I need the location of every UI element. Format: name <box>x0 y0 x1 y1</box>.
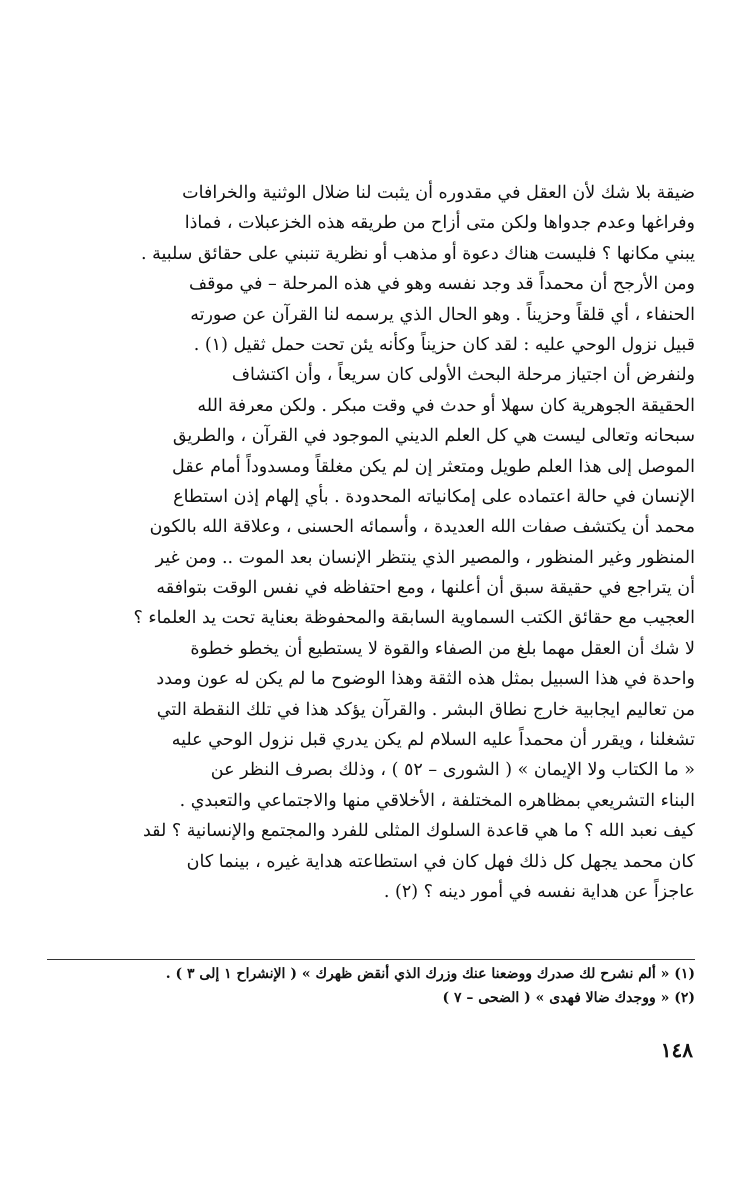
text-line: البناء التشريعي بمظاهره المختلفة ، الأخلاقي منها والاجتماعي والتعبدي . <box>179 790 695 811</box>
text-line: ولنفرض أن اجتياز مرحلة البحث الأولى كان سريعاً ، وأن اكتشاف <box>231 365 695 386</box>
footnote-divider <box>47 959 695 960</box>
text-line: من تعاليم ايجابية خارج نطاق البشر . والقرآن يؤكد هذا في تلك النقطة التي <box>156 699 695 720</box>
text-line: يبني مكانها ؟ فليست هناك دعوة أو مذهب أو نظرية تنبني على حقائق سلبية . <box>140 243 695 264</box>
body-text <box>47 178 695 907</box>
text-line: الإنسان في حالة اعتماده على إمكانياته المحدودة . بأي إلهام إذن استطاع <box>173 486 695 507</box>
text-line: الحقيقة الجوهرية كان سهلا أو حدث في وقت مبكر . ولكن معرفة الله <box>197 395 695 416</box>
text-line: سبحانه وتعالى ليست هي كل العلم الديني الموجود في القرآن ، والطريق <box>172 426 695 447</box>
text-line: قبيل نزول الوحي عليه : لقد كان حزيناً وكأنه يئن تحت حمل ثقيل (١) . <box>193 334 695 355</box>
footnote-item: (١) « ألم نشرح لك صدرك ووضعنا عنك وزرك الذي أنقض ظهرك » ( الإنشراح ١ إلى ٣ ) . <box>165 966 695 982</box>
text-line: محمد أن يكتشف صفات الله العديدة ، وأسمائه الحسنى ، وعلاقة الله بالكون <box>149 517 695 538</box>
text-line: أن يتراجع في حقيقة سبق أن أعلنها ، ومع احتفاظه في نفس الوقت بتوافقه <box>156 578 695 599</box>
text-line: لا شك أن العقل مهما بلغ من الصفاء والقوة لا يستطيع أن يخطو خطوة <box>190 638 695 659</box>
text-line: واحدة في هذا السبيل بمثل هذه الثقة وهذا الوضوح ما لم يكن له عون ومدد <box>156 669 695 690</box>
page-number: ١٤٨ <box>660 1038 693 1062</box>
text-line: الموصل إلى هذا العلم طويل ومتعثر إن لم يكن مغلقاً ومسدوداً أمام عقل <box>172 456 695 477</box>
footnote-item: (٢) « ووجدك ضالا فهدى » ( الضحى – ٧ ) <box>442 990 695 1006</box>
text-line: وفراغها وعدم جدواها ولكن متى أزاح من طريقه هذه الخزعبلات ، فماذا <box>184 213 695 234</box>
text-line: تشغلنا ، ويقرر أن محمداً عليه السلام لم يكن يدري قبل نزول الوحي عليه <box>171 730 695 751</box>
text-line: عاجزاً عن هداية نفسه في أمور دينه ؟ (٢) . <box>383 881 695 902</box>
footnotes <box>35 962 695 1010</box>
text-line: كان محمد يجهل كل ذلك فهل كان في استطاعته هداية غيره ، بينما كان <box>186 851 695 872</box>
text-line: كيف نعبد الله ؟ ما هي قاعدة السلوك المثلى للفرد والمجتمع والإنسانية ؟ لقد <box>142 821 695 842</box>
text-line: الحنفاء ، أي قلقاً وحزيناً . وهو الحال الذي يرسمه لنا القرآن عن صورته <box>190 304 695 325</box>
text-line: العجيب مع حقائق الكتب السماوية السابقة والمحفوظة بعناية تحت يد العلماء ؟ <box>133 608 695 629</box>
text-line: المنظور وغير المنظور ، والمصير الذي ينتظر الإنسان بعد الموت .. ومن غير <box>155 547 695 568</box>
text-line: ومن الأرجح أن محمداً قد وجد نفسه وهو في هذه المرحلة – في موقف <box>189 274 695 295</box>
text-line: « ما الكتاب ولا الإيمان » ( الشورى – ٥٢ ) ، وذلك بصرف النظر عن <box>210 760 695 781</box>
text-line: ضيقة بلا شك لأن العقل في مقدوره أن يثبت لنا ضلال الوثنية والخرافات <box>182 183 695 203</box>
